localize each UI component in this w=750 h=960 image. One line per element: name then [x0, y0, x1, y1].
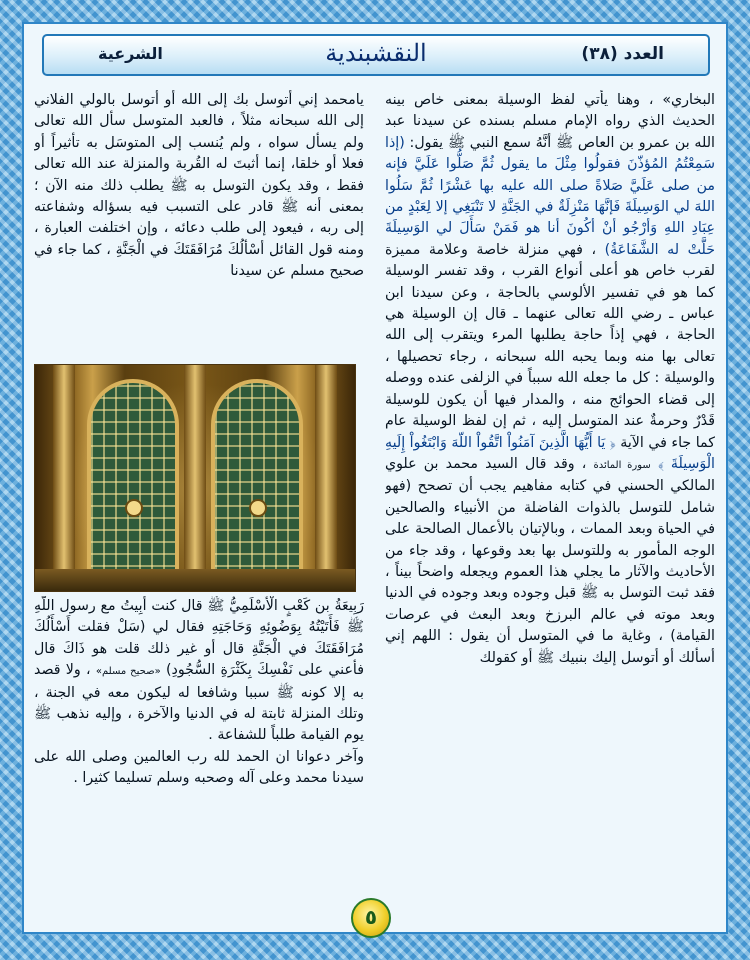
hadith-quote: (إذا سَمِعْتُمُ المُؤذّنَ فقولُوا مِثْلَ ما يقول ثُمَّ صَلُّوا عَلَيَّ فإنه من صلى عَلَيَّ صَلاةً صلى الله عليه بها عَشْرًا ثُمَّ سَلُوا اللهَ لي الوَسِيلَةَ فَإنَّهَا مَنْزِلَةٌ في الجَنَّةِ لا تَنْبَغِي إلا لِعَبْدٍ من عِبَادِ اللهِ وَأرْجُو أنْ أكُونَ أنا هو فَمَنْ سَأَلَ لي الوَسِيلَةَ حَلَّتْ له الشَّفَاعَةُ): [385, 134, 715, 258]
hadith-source: «صحيح مسلم»: [95, 666, 161, 678]
paragraph: يامحمد إني أتوسل بك إلى الله أو أتوسل بالولي الفلاني إلى الله سبحانه مثلاً ، فالعبد المتوسل سأل الله تعالى ولم يسأل سواه ، ولم يُنسب إلى المتوسَل به تأثيراً أو فعلا أو خلقا، إنما أثبتَ له القُربة والمنزلة عند الله تعالى فقط ، وقد يكون التوسل به ﷺ يطلب ذلك منه الآن ؛ بمعنى أنه ﷺ قادر على التسبب فيه بسؤاله وشفاعته إلى ربه ، فيعود إلى طلب دعائه ، وإن اختلفت العبارة ، ومنه قول القائل أسْألُكَ مُرَافَقَتَكَ في الْجَنَّةِ ، كما جاء في صحيح مسلم عن سيدنا: [34, 92, 364, 280]
closing-paragraph: وآخر دعوانا ان الحمد لله رب العالمين وصلى الله على سيدنا محمد وعلى آله وصحبه وسلم تسليما كثيرا .: [34, 748, 364, 787]
quran-verse: ﴿ يَا أَيُّهَا الَّذِينَ آمَنُواْ اتَّقُواْ اللّهَ وَابْتَغُواْ إِلَيهِ الْوَسِيلَةَ ﴾: [385, 434, 715, 472]
page-header: [42, 34, 710, 76]
mosque-door-photo: [34, 364, 356, 592]
paragraph: البخاري» ، وهنا يأتي لفظ الوسيلة بمعنى خاص بينه الحديث الذي رواه الإمام مسلم بسنده عن سيدنا عبد الله بن عمرو بن العاص ﷺ أنَّهُ سمع النبي ﷺ يقول: (إذا سَمِعْتُمُ المُؤذّنَ فقولُوا مِثْلَ ما يقول ثُمَّ صَلُّوا عَلَيَّ فإنه من صلى عَلَيَّ صَلاةً صلى الله عليه بها عَشْرًا ثُمَّ سَلُوا اللهَ لي الوَسِيلَةَ فَإنَّهَا مَنْزِلَةٌ في الجَنَّةِ لا تَنْبَغِي إلا لِعَبْدٍ من عِبَادِ اللهِ وَأرْجُو أنْ أكُونَ أنا هو فَمَنْ سَأَلَ لي الوَسِيلَةَ حَلَّتْ له الشَّفَاعَةُ) ، فهي منزلة خاصة وعلامة مميزة لقرب خاص هو أعلى أنواع القرب ، وقد تفسر الوسيلة كما هو في تفسير الألوسي بالحاجة ، وعن سيدنا ابن عباس ـ رضي الله تعالى عنهما ـ قال إن الوسيلة هي الحاجة ، فهي إذاً حاجة يطلبها المرء ويتقرب إلى الله تعالى بها منه وبما يحبه الله سبحانه ، رجاء تحصيلها ، والوسيلة : كل ما جعله الله سبباً في الزلفى عنده ووصله إلى قضاء الحوائج منه ، والمدار فيها أن يكون للوسيلة قَدْرٌ وحرمةٌ عند المتوسل إليه ، ثم إن لفظ الوسيلة عام كما جاء في الآية ﴿ يَا أَيُّهَا الَّذِينَ آمَنُواْ اتَّقُواْ اللّهَ وَابْتَغُواْ إِلَيهِ الْوَسِيلَةَ ﴾ سورة المائدة ، وقد قال السيد محمد بن علوي المالكي الحسني في كتابه مفاهيم يجب أن تصحح (فهو شامل للتوسل بالذوات الفاضلة من الأنبياء والصالحين في الحياة وبعد الممات ، وبالإتيان بالأعمال الصالحة على الوجه المأمور به وللتوسل بها بعد وقوعها ، وقد جاء من الأحاديث والآثار ما يجلي هذا العموم ويجعله واضحاً بيناً ، فقد ثبت التوسل به ﷺ قبل وجوده وبعد وجوده في الدنيا وبعد موته في عالم البرزخ وبعد البعث في عرصات القيامة) ، وغاية ما في المتوسل أن يقول : اللهم إني أسألك أو أتوسل إليك بنبيك ﷺ أو كقولك: [385, 92, 715, 666]
article-column-left-top: [34, 90, 364, 362]
article-column-right: [385, 90, 715, 916]
issue-number: العدد (٣٨): [581, 44, 664, 64]
page-number-badge: ٥: [351, 898, 391, 938]
sura-reference: سورة المائدة: [593, 459, 651, 471]
article-column-left-bottom: [34, 596, 364, 916]
paragraph: رَبِيعَةُ بن كَعْبٍ الْأَسْلَمِيُّ ﷺ قال كنت أَبِيتُ مع رسول اللَّهِ ﷺ فَأَتَيْتُهُ بِوَضُوئِهِ وَحَاجَتِهِ فقال لي (سَلْ فقلت أَسْأَلُكَ مُرَافَقَتَكَ في الْجَنَّةِ قال أو غير ذلك قلت هو ذَاكَ قال فأعني على نَفْسِكَ بِكَثْرَةِ السُّجُودِ) «صحيح مسلم» ، ولا قصد به إلا كونه ﷺ سببا وشافعا له ليكون معه في الجنة ، وتلك المنزلة ثابتة له في الدنيا والآخرة ، وإليه نذهب ﷺ يوم القيامة طلباً للشفاعة .: [34, 598, 364, 744]
section-label: الشرعية: [98, 44, 163, 63]
magazine-title: النقشبندية: [325, 39, 427, 67]
